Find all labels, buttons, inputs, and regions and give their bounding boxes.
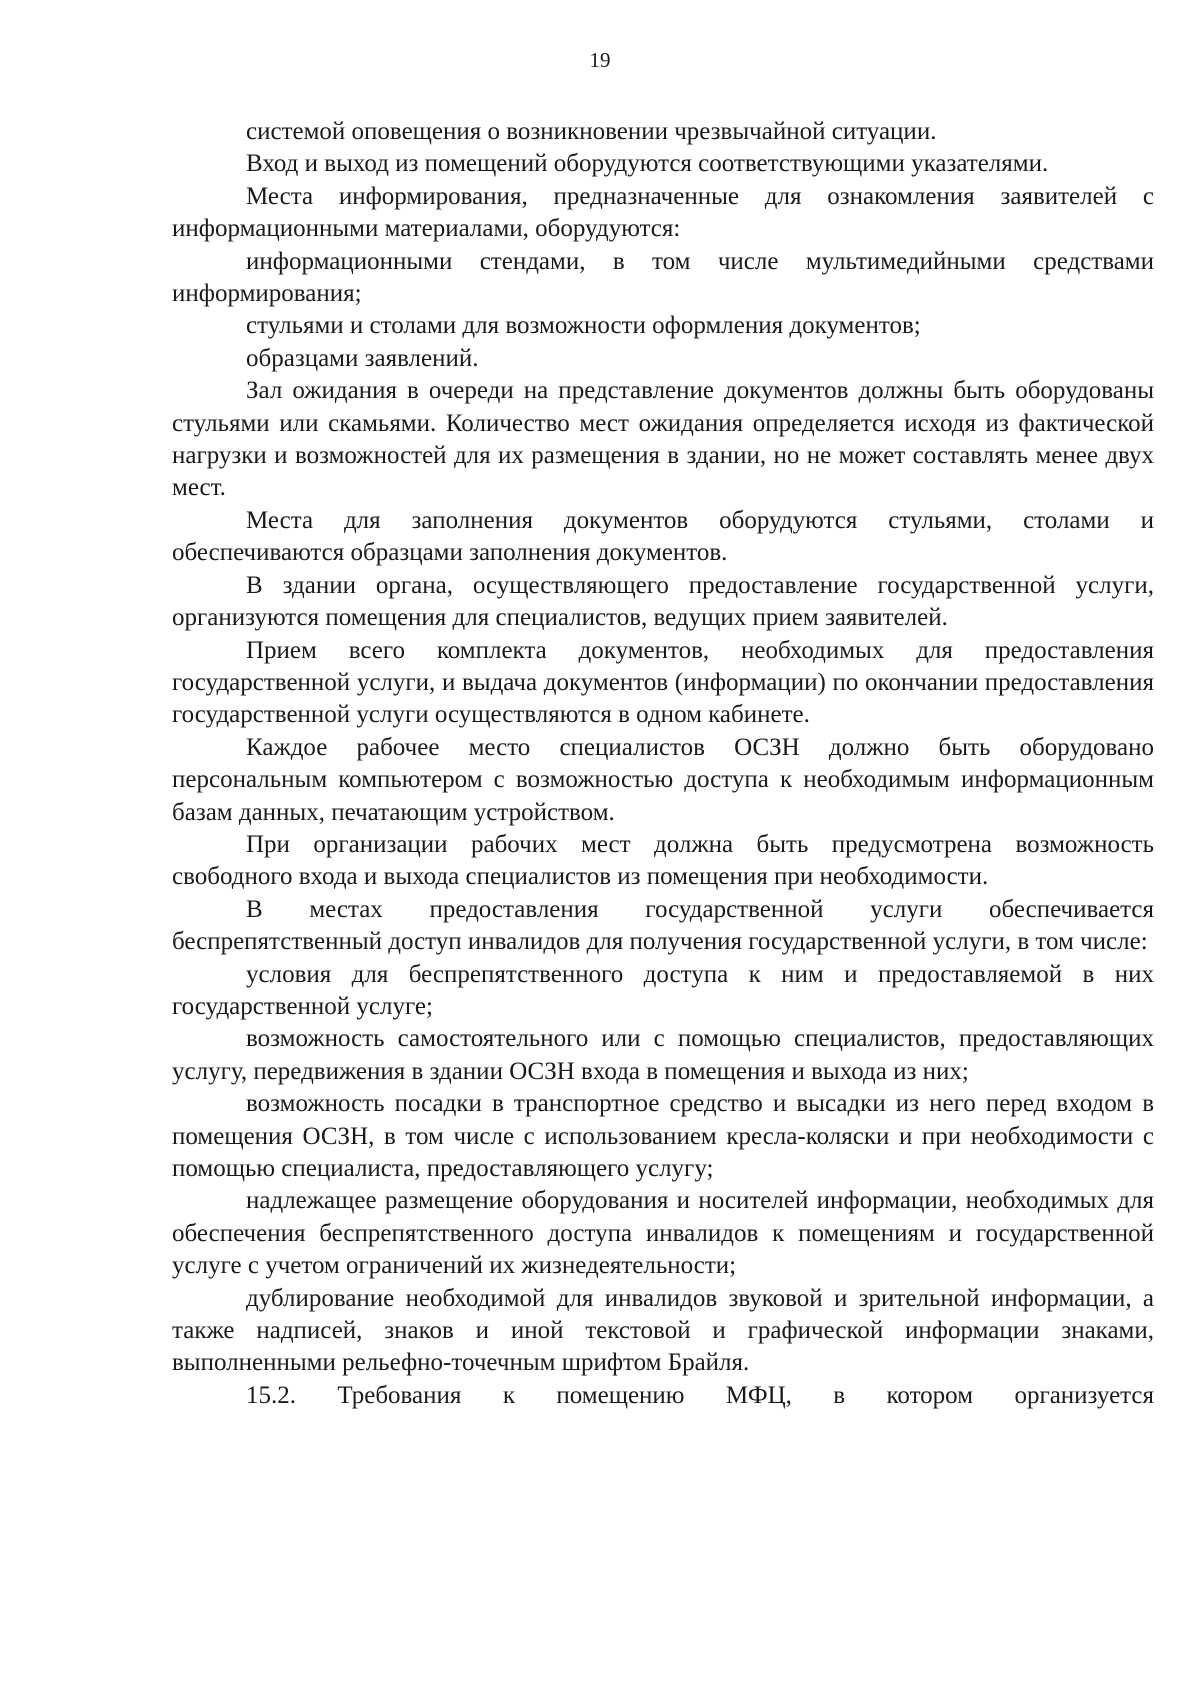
- paragraph: возможность самостоятельного или с помощью специалистов, предоставляющих услугу, передвижения в здании ОСЗН входа в помещения и выхода из них;: [172, 1025, 1154, 1085]
- paragraph: дублирование необходимой для инвалидов звуковой и зрительной информации, а также надписей, знаков и иной текстовой и графической информации знаками, выполненными рельефно-точечным шрифтом Брайля.: [172, 1284, 1154, 1377]
- paragraph: Места информирования, предназначенные для ознакомления заявителей с информационными материалами, оборудуются:: [172, 182, 1154, 243]
- paragraph: В здании органа, осуществляющего предоставление государственной услуги, организуются помещения для специалистов, ведущих прием заявителей.: [172, 571, 1154, 632]
- paragraph: стульями и столами для возможности оформления документов;: [246, 312, 921, 340]
- section-heading-line: 15.2. Требования к помещению МФЦ, в котором организуется: [246, 1381, 1154, 1409]
- paragraph: условия для беспрепятственного доступа к ним и предоставляемой в них государственной услуге;: [172, 960, 1154, 1020]
- page-number: 19: [589, 48, 611, 72]
- paragraph: информационными стендами, в том числе мультимедийными средствами информирования;: [172, 247, 1154, 308]
- paragraph: Места для заполнения документов оборудуются стульями, столами и обеспечиваются образцами заполнения документов.: [172, 506, 1154, 567]
- paragraph: Вход и выход из помещений оборудуются соответствующими указателями.: [246, 150, 1049, 178]
- document-body: [172, 116, 1154, 1412]
- paragraph: образцами заявлений.: [246, 344, 479, 372]
- paragraph: Прием всего комплекта документов, необходимых для предоставления государственной услуги, и выдача документов (информации) по окончании предоставления государственной услуги осуществляются в одном кабинете.: [172, 636, 1154, 729]
- paragraph: В местах предоставления государственной услуги обеспечивается беспрепятственный доступ инвалидов для получения государственной услуги, в том числе:: [172, 895, 1154, 956]
- paragraph: При организации рабочих мест должна быть предусмотрена возможность свободного входа и выхода специалистов из помещения при необходимости.: [172, 830, 1154, 891]
- paragraph: Зал ожидания в очереди на представление документов должны быть оборудованы стульями или скамьями. Количество мест ожидания определяется исходя из фактической нагрузки и возможностей для их размещения в здании, но не может составлять менее двух мест.: [172, 377, 1154, 502]
- paragraph: надлежащее размещение оборудования и носителей информации, необходимых для обеспечения беспрепятственного доступа инвалидов к помещениям и государственной услуге с учетом ограничений их жизнедеятельности;: [172, 1187, 1154, 1280]
- paragraph: Каждое рабочее место специалистов ОСЗН должно быть оборудовано персональным компьютером с возможностью доступа к необходимым информационным базам данных, печатающим устройством.: [172, 733, 1154, 826]
- paragraph: системой оповещения о возникновении чрезвычайной ситуации.: [246, 118, 937, 145]
- paragraph: возможность посадки в транспортное средство и высадки из него перед входом в помещения ОСЗН, в том числе с использованием кресла-коляски и при необходимости с помощью специалиста, предоставляющего услугу;: [172, 1090, 1154, 1182]
